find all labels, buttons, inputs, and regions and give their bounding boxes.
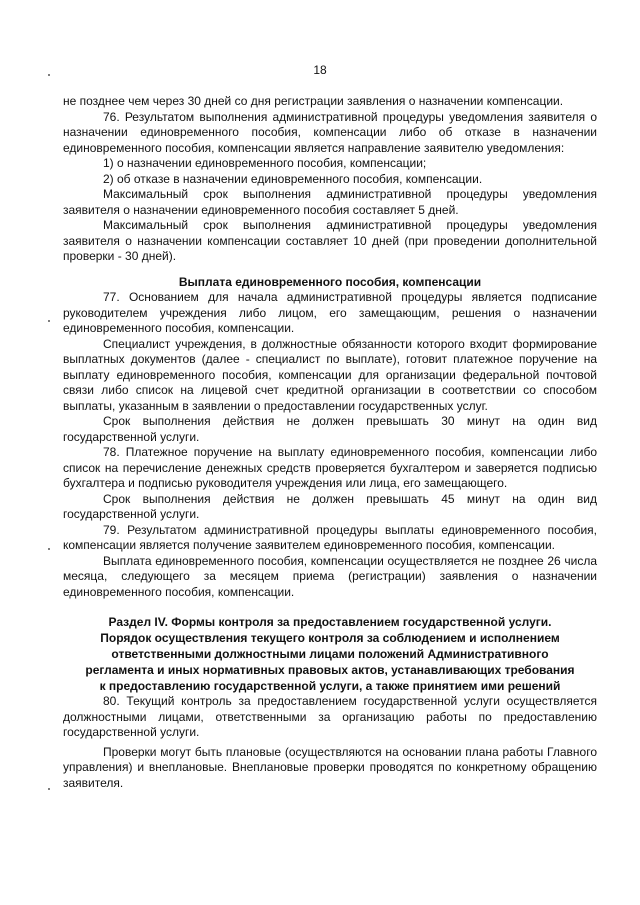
paragraph: 79. Результатом административной процедуры выплаты единовременного пособия, компенсации является получение заявителем единовременного пособия, компенсации. xyxy=(63,522,597,552)
scan-dot xyxy=(48,74,50,76)
paragraph: Максимальный срок выполнения административной процедуры уведомления заявителя о назначении единовременного пособия составляет 5 дней. xyxy=(63,187,597,217)
paragraph: Срок выполнения действия не должен превышать 30 минут на один вид государственной услуги. xyxy=(63,414,597,444)
document-body xyxy=(63,94,597,791)
list-item: 1) о назначении единовременного пособия, компенсации; xyxy=(103,156,427,170)
paragraph: 77. Основанием для начала административной процедуры является подписание руководителем учреждения либо лицом, его замещающим, решения о назначении единовременного пособия, компенсации. xyxy=(63,290,597,335)
scan-dot xyxy=(48,320,50,322)
section-heading: Выплата единовременного пособия, компенсации xyxy=(178,274,482,289)
paragraph: Специалист учреждения, в должностные обязанности которого входит формирование выплатных документов (далее - специалист по выплате), готовит платежное поручение на выплату единовременного пособия, компенсации для организации федеральной почтовой связи либо список на лицевой счет кредитной организации в соответствии со способом выплаты, указанным в заявлении о предоставлении государственных услуг. xyxy=(63,336,597,413)
heading-line: регламента и иных нормативных правовых актов, устанавливающих требования xyxy=(85,663,575,677)
paragraph: Максимальный срок выполнения административной процедуры уведомления заявителя о назначении компенсации составляет 10 дней (при проведении дополнительной проверки - 30 дней). xyxy=(63,218,597,263)
paragraph: 78. Платежное поручение на выплату единовременного пособия, компенсации либо список на перечисление денежных средств проверяется бухгалтером и заверяется подписью бухгалтера и подписью руководителя учреждения или лица, его замещающего. xyxy=(63,445,597,490)
heading-line: к предоставлению государственной услуги, а также принятием ими решений xyxy=(99,679,561,693)
heading-line: ответственными должностными лицами положений Административного xyxy=(111,647,549,661)
paragraph: Срок выполнения действия не должен превышать 45 минут на один вид государственной услуги. xyxy=(63,491,597,521)
list-item: 2) об отказе в назначении единовременного пособия, компенсации. xyxy=(103,171,483,186)
paragraph: 76. Результатом выполнения административной процедуры уведомления заявителя о назначении единовременного пособия, компенсации либо об отказе в назначении единовременного пособия, компенсации является направление заявителю уведомления: xyxy=(63,109,597,155)
heading-line: Порядок осуществления текущего контроля за соблюдением и исполнением xyxy=(100,631,560,645)
paragraph: 80. Текущий контроль за предоставлением государственной услуги осуществляется должностными лицами, ответственными за организацию работы по предоставлению государственной услуги. xyxy=(63,694,597,739)
paragraph: Проверки могут быть плановые (осуществляются на основании плана работы Главного управления) и внеплановые. Внеплановые проверки проводятся по конкретному обращению заявителя. xyxy=(63,744,597,790)
paragraph: не позднее чем через 30 дней со дня регистрации заявления о назначении компенсации. xyxy=(63,94,564,108)
paragraph: Выплата единовременного пособия, компенсации осуществляется не позднее 26 числа месяца, следующего за месяцем приема (регистрации) заявления о назначении единовременного пособия, компенсации. xyxy=(63,553,597,599)
scan-dot xyxy=(48,548,50,550)
scan-dot xyxy=(48,788,50,790)
page-number: 18 xyxy=(313,63,327,77)
heading-line: Раздел IV. Формы контроля за предоставлением государственной услуги. xyxy=(108,615,552,629)
section-iv-heading xyxy=(63,614,597,694)
